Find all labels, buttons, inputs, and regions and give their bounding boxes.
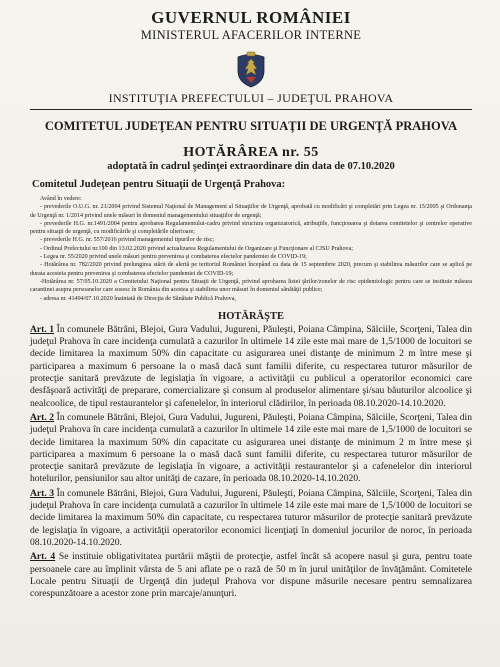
- consideration-item: -Hotărârea nr. 57/05.10.2020 a Comitetului Naţional pentru Situaţii de Urgenţă, privind aprobarea listei ţărilor/zonelor de risc epidemiologic pentru care se instituie măsura carantinei asupra persoanelor care sosesc în România din acestea şi stabilirea unor măsuri în domeniul sănătăţii publice;: [30, 278, 472, 294]
- consideration-item: - prevederile H.G. nr. 557/2016 privind managementul tipurilor de risc;: [40, 237, 214, 244]
- decision-title: HOTĂRÂREA nr. 55: [183, 145, 319, 160]
- institution-heading: INSTITUŢIA PREFECTULUI – JUDEŢUL PRAHOVA: [108, 91, 394, 105]
- article-text: Se instituie obligativitatea purtării măştii de protecţie, astfel încât să acopere nasul şi gura, pentru toate persoanele care au împlinit vârsta de 5 ani aflate pe o rază de 50 m în jurul unităţilor de învăţământ. Comitetele Locale pentru Situaţii de Urgenţă din judeţul Prahova vor dispune măsurile necesare pentru semnalizarea corespunzătoare a acestor zone prin marcaje/anunţuri.: [30, 551, 472, 600]
- article-2: [30, 412, 472, 486]
- article-label: Art. 4: [30, 551, 56, 563]
- article-label: Art. 2: [30, 411, 55, 423]
- decides-heading: HOTĂRĂŞTE: [218, 310, 284, 322]
- consideration-item: - Legea nr. 55/2020 privind unele măsuri pentru prevenirea şi combaterea efectelor pandemiei de COVID-19;: [40, 254, 307, 261]
- article-text: În comunele Bătrâni, Blejoi, Gura Vadului, Jugureni, Păuleşti, Poiana Câmpina, Sălciile, Scorţeni, Talea din judeţul Prahova în care incidenţa cumulată a cazurilor în ultimele 14 zile este mai mare de 1,5/1000 de locuitori se decide limitarea la maximum 50% din capacitate cu asigurarea unei distanţe de minimum 2 m între mese şi participarea a maximum 6 persoane la o masă dacă sunt familii diferite, cu respectarea tuturor măsurilor de protecţie sanitară prevăzute de legislaţia în vigoare, a activităţii restaurantelor şi a cafenelelor din interiorul hotelurilor, pensiunilor sau altor unităţi de cazare, în perioada 08.10.2020-14.10.2020.: [30, 411, 472, 485]
- consideration-item: - prevederile H.G. nr.1491/2004 pentru aprobarea Regulamentului-cadru privind structura organizatorică, atribuţiile, funcţionarea şi dotarea comitetelor şi centrelor operative pentru situaţii de urgenţă, cu modificările şi completările ulterioare;: [30, 220, 472, 236]
- issuer-line: Comitetul Judeţean pentru Situaţii de Urgenţă Prahova:: [32, 179, 286, 190]
- consideration-item: - prevederile O.U.G. nr. 21/2004 privind Sistemul Naţional de Management al Situaţiilor de Urgenţă, aprobată cu modificări şi completări prin Legea nr. 15/2005 şi Ordonanţa de Urgenţă nr. 1/2014 privind unele măsuri în domeniul managementului situaţiilor de urgenţă;: [30, 204, 472, 219]
- consideration-item: - adresa nr. 41494/07.10.2020 înaintată de Direcţia de Sănătate Publică Prahova,: [40, 295, 236, 302]
- consideration-item: - Ordinul Prefectului nr.100 din 13.02.2020 privind actualizarea Regulamentului de Organizare şi Funcţionare al CJSU Prahova;: [40, 245, 353, 252]
- adoption-line: adoptată în cadrul şedinţei extraordinare din data de 07.10.2020: [107, 161, 395, 172]
- committee-title: COMITETUL JUDEŢEAN PENTRU SITUAŢII DE URGENŢĂ PRAHOVA: [44, 119, 458, 133]
- consideration-item: Având în vedere:: [40, 196, 82, 202]
- article-label: Art. 1: [30, 323, 55, 335]
- article-text: În comunele Bătrâni, Blejoi, Gura Vadului, Jugureni, Păuleşti, Poiana Câmpina, Sălciile, Scorţeni, Talea din judeţul Prahova în care incidenţa cumulată a cazurilor în ultimele 14 zile este mai mare de 1,5/1000 de locuitori se decide limitarea la maximum 50% din capacitate cu asigurarea unei distanţe de minimum 2 m între mese şi participarea a maximum 6 persoane la o masă dacă sunt familii diferite, cu respectarea tuturor măsurilor de protecţie sanitară prevăzute de legislaţia în vigoare, a activităţii cu publicul a operatorilor economici care desfăşoară activităţi de preparare, comercializare şi consum al produselor alimentare şi/sau băuturilor alcoolice şi nealcoolice, de tipul restaurantelor şi cafenelelor, în interiorul clădirilor, în perioada 08.10.2020-14.10.2020.: [30, 323, 472, 409]
- article-1: [30, 324, 472, 410]
- consideration-item: - Hotărârea nr. 782/2020 privind prelungirea stării de alertă pe teritoriul României începând cu data de 15 septembrie 2020, precum şi stabilirea măsurilor care se aplică pe durata acesteia pentru prevenirea şi combaterea efectelor pandemiei de COVID-19;: [30, 262, 472, 277]
- government-heading: GUVERNUL ROMÂNIEI: [151, 8, 351, 27]
- ministry-heading: MINISTERUL AFACERILOR INTERNE: [140, 28, 362, 42]
- article-4: [30, 551, 472, 600]
- article-3: [30, 488, 472, 549]
- romanian-coat-of-arms-icon: [235, 49, 267, 89]
- article-text: În comunele Bătrâni, Blejoi, Gura Vadului, Jugureni, Păuleşti, Poiana Câmpina, Sălciile, Scorţeni, Talea din judeţul Prahova în care incidenţa cumulată a cazurilor în ultimele 14 zile este mai mare de 1,5/1000 de locuitori se decide limitarea la maximum 50% din capacitate, cu respectarea tuturor măsurilor de protecţie sanitară prevăzute de legislaţia în vigoare, a activităţii operatorilor economici licenţiaţi în domeniul jocurilor de noroc, în perioada 08.10.2020-14.10.2020.: [30, 487, 472, 548]
- considerations-block: [30, 195, 472, 303]
- article-label: Art. 3: [30, 487, 55, 499]
- header-divider: [30, 109, 472, 110]
